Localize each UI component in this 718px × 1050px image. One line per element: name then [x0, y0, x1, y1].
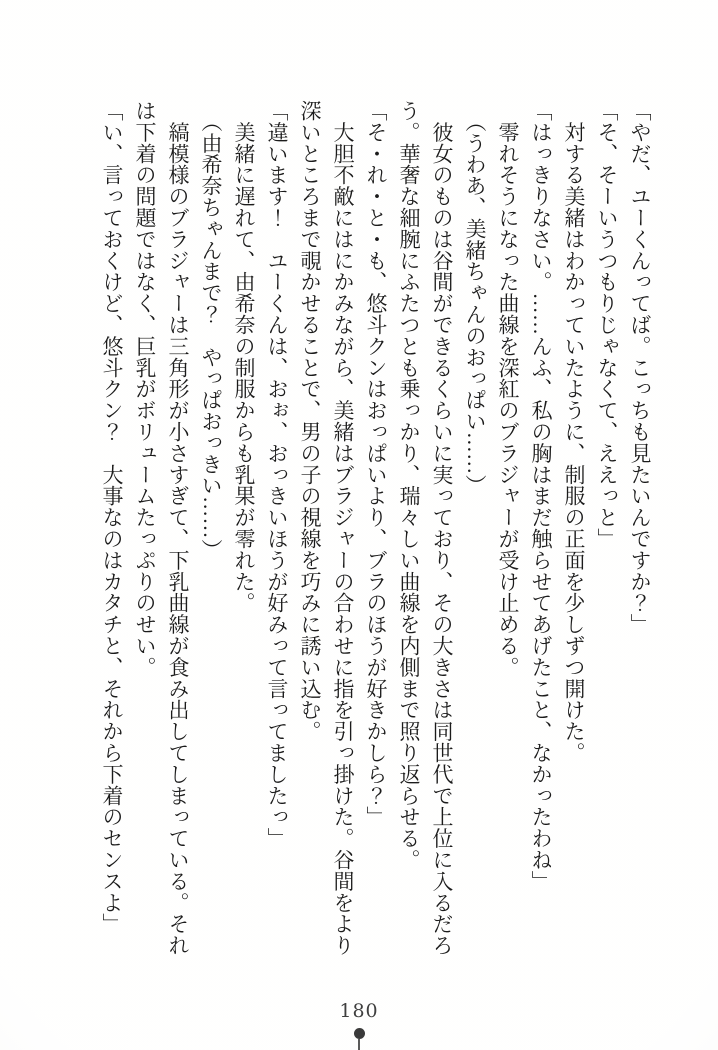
binding-mark-dot [354, 1028, 365, 1039]
text-line: 零れそうになった曲線を深紅のブラジャーが受け止める。 [496, 100, 520, 678]
text-block [95, 100, 656, 972]
text-line: 「そ・れ・と・も、悠斗クンはおっぱいより、ブラのほうが好きかしら？」 [364, 100, 388, 828]
text-line: 「はっきりなさい。……んふ、私の胸はまだ触らせてあげたこと、なかったわね」 [529, 100, 553, 892]
text-line: は下着の問題ではなく、巨乳がボリュームたっぷりのせい。 [133, 100, 157, 678]
page-number: 180 [339, 1000, 379, 1022]
text-line: 彼女のものは谷間ができるくらいに実っており、その大きさは同世代で上位に入るだろ [430, 100, 454, 956]
text-line: 「そ、そーいうつもりじゃなくて、ええっと」 [595, 100, 619, 550]
text-line: 対する美緒はわかっていたように、制服の正面を少しずつ開けた。 [562, 100, 586, 764]
text-line: 「い、言っておくけど、悠斗クン？ 大事なのはカタチと、それから下着のセンスよ」 [100, 100, 124, 935]
text-line: 深いところまで覗かせることで、男の子の視線を巧みに誘い込む。 [298, 100, 322, 742]
text-line: 大胆不敵にはにかみながら、美緒はブラジャーの合わせに指を引っ掛けた。谷間をより [331, 100, 355, 956]
text-line: 「やだ、ユーくんってば。こっちも見たいんですか？」 [628, 100, 652, 635]
text-line: （うわあ、美緒ちゃんのおっぱい……） [463, 100, 487, 497]
text-line: （由希奈ちゃんまで？ やっぱおっきい……） [199, 100, 223, 561]
text-line: 美緒に遅れて、由希奈の制服からも乳果が零れた。 [232, 100, 256, 614]
text-line: 縞模様のブラジャーは三角形が小さすぎて、下乳曲線が食み出してしまっている。それ [166, 100, 190, 956]
text-line: 「違います！ ユーくんは、おぉ、おっきいほうが好みって言ってましたっ」 [265, 100, 289, 849]
binding-mark-icon [0, 1028, 718, 1050]
text-line: う。華奢な細腕にふたつとも乗っかり、瑞々しい曲線を内側まで照り返らせる。 [397, 100, 421, 871]
binding-mark-stem [358, 1039, 360, 1050]
